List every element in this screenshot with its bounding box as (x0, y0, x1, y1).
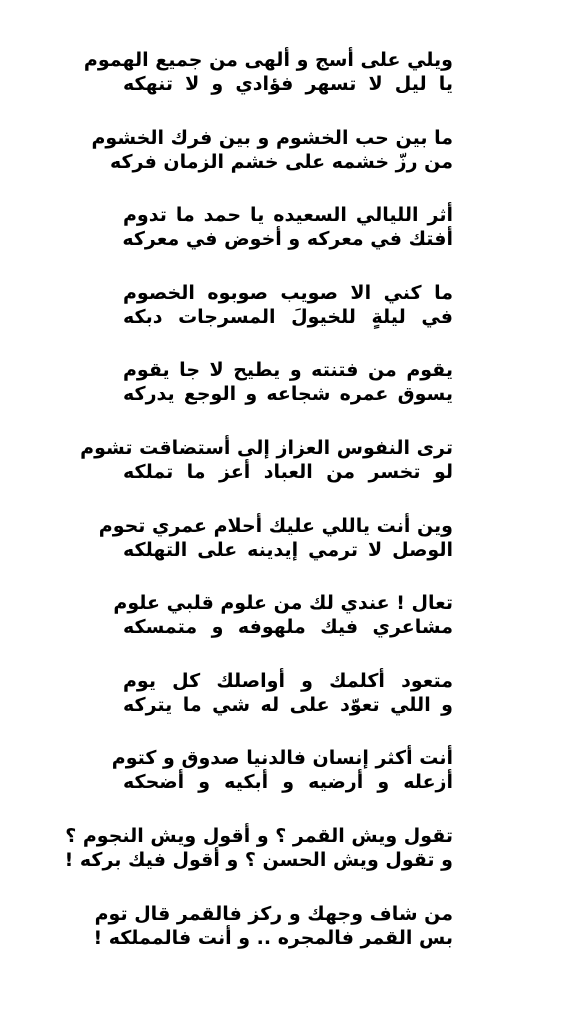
stanza-4 (0, 281, 576, 359)
verse-line: ما كني الا صويب صوبوه الخصوم (123, 281, 453, 304)
stanza-3 (0, 203, 576, 281)
verse-line: مشاعري فيك ملهوفه و متمسكه (123, 616, 453, 639)
stanza-6 (0, 436, 576, 514)
stanza-10 (0, 746, 576, 824)
stanza-2 (0, 126, 576, 204)
verse-line: أفتك في معركه و أخوض في معركه (122, 228, 453, 251)
verse-line: ويلي على أسج و ألهى من جميع الهموم (83, 49, 453, 71)
verse-line: بس القمر فالمجره .. و أنت فالمملكه ! (93, 926, 453, 949)
stanza-7 (0, 514, 576, 592)
stanza-1 (0, 48, 576, 126)
verse-line: أثر الليالي السعيده يا حمد ما تدوم (123, 204, 453, 227)
verse-line: ما بين حب الخشوم و بين فرك الخشوم (91, 126, 453, 149)
stanza-8 (0, 591, 576, 669)
verse-line: يا ليل لا تسهر فؤادي و لا تنهكه (123, 73, 453, 95)
verse-line: لو تخسر من العباد أعز ما تملكه (123, 460, 453, 483)
stanza-11 (0, 824, 576, 902)
verse-line: متعود أكلمك و أواصلك كل يوم (123, 669, 453, 692)
verse-line: ترى النفوس العزاز إلى أستضاقت تشوم (80, 436, 453, 459)
verse-line: أزعله و أرضيه و أبكيه و أضحكه (123, 771, 453, 794)
verse-line: أنت أكثر إنسان فالدنيا صدوق و كتوم (111, 747, 453, 770)
verse-line: من شاف وجهك و ركز فالقمر قال توم (94, 902, 453, 925)
verse-line: في ليلةٍ للخيولَ المسرجات دبكه (123, 305, 453, 328)
verse-line: تعال ! عندي لك من علوم قلبي علوم (113, 592, 453, 615)
verse-line: يقوم من فتنته و يطيح لا جا يقوم (123, 359, 453, 382)
verse-line: وين أنت ياللي عليك أحلام عمري تحوم (98, 514, 453, 537)
stanza-5 (0, 358, 576, 436)
verse-line: من رزّ خشمه على خشم الزمان فركه (109, 150, 453, 173)
stanza-9 (0, 669, 576, 747)
verse-line: تقول ويش القمر ؟ و أقول ويش النجوم ؟ (65, 824, 453, 847)
verse-line: و تقول ويش الحسن ؟ و أقول فيك بركه ! (64, 848, 453, 871)
verse-line: يسوق عمره شجاعه و الوجع يدركه (123, 383, 453, 406)
verse-line: و اللي تعوّد على له شي ما يتركه (123, 693, 453, 716)
poem (0, 48, 576, 979)
stanza-12 (0, 902, 576, 980)
verse-line: الوصل لا ترمي إيدينه على التهلكه (123, 538, 453, 561)
